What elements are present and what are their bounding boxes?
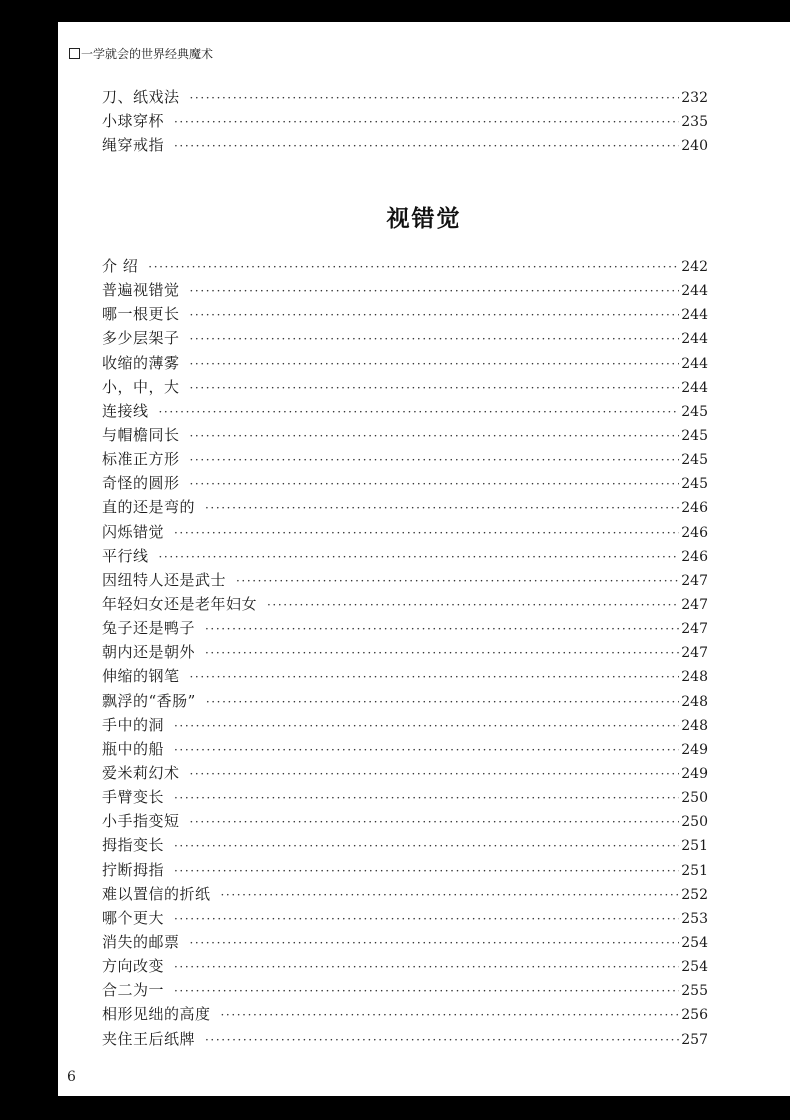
toc-entry-page: 245 bbox=[681, 476, 708, 493]
toc-entry-title: 介 绍 bbox=[102, 257, 139, 275]
toc-entry-title: 伸缩的钢笔 bbox=[102, 667, 180, 686]
toc-entry-title: 难以置信的折纸 bbox=[102, 884, 211, 903]
dot-leader bbox=[221, 1003, 680, 1027]
toc-entry-page: 240 bbox=[681, 138, 708, 155]
dot-leader bbox=[205, 1028, 679, 1052]
toc-entry bbox=[102, 882, 708, 906]
toc-entry-title: 手臂变长 bbox=[102, 788, 165, 807]
dot-leader bbox=[190, 448, 680, 472]
toc-section-list bbox=[102, 254, 708, 1051]
toc-entry bbox=[102, 664, 708, 688]
toc-entry-title: 普遍视错觉 bbox=[102, 281, 180, 300]
toc-entry-page: 242 bbox=[681, 259, 708, 275]
toc-entry-page: 244 bbox=[681, 379, 708, 396]
dot-leader bbox=[206, 690, 679, 714]
toc-entry-page: 246 bbox=[681, 524, 708, 541]
dot-leader bbox=[174, 134, 679, 158]
dot-leader bbox=[174, 110, 679, 134]
dot-leader bbox=[190, 327, 680, 351]
dot-leader bbox=[190, 352, 680, 376]
toc-entry-title: 方向改变 bbox=[102, 957, 165, 976]
toc-entry-page: 248 bbox=[681, 717, 708, 734]
toc-entry bbox=[102, 133, 708, 157]
dot-leader bbox=[174, 786, 679, 810]
toc-entry-page: 250 bbox=[681, 814, 708, 831]
dot-leader bbox=[205, 496, 679, 520]
toc-entry bbox=[102, 737, 708, 761]
toc-entry bbox=[102, 1002, 708, 1026]
dot-leader bbox=[174, 955, 679, 979]
dot-leader bbox=[267, 593, 679, 617]
toc-entry bbox=[102, 423, 708, 447]
dot-leader bbox=[221, 883, 680, 907]
toc-entry-page: 246 bbox=[681, 500, 708, 517]
toc-entry-page: 249 bbox=[681, 765, 708, 782]
toc-entry-page: 244 bbox=[681, 355, 708, 372]
toc-entry-title: 手中的洞 bbox=[102, 715, 165, 734]
toc-entry-page: 247 bbox=[681, 645, 708, 662]
toc-entry-page: 232 bbox=[681, 90, 708, 106]
toc-entry-title: 相形见绌的高度 bbox=[102, 1005, 211, 1024]
toc-entry bbox=[102, 109, 708, 133]
toc-entry-title: 哪一根更长 bbox=[102, 305, 180, 324]
toc-entry-title: 标准正方形 bbox=[102, 450, 180, 469]
toc-entry bbox=[102, 326, 708, 350]
toc-entry bbox=[102, 809, 708, 833]
dot-leader bbox=[174, 979, 679, 1003]
book-page bbox=[58, 22, 790, 1096]
dot-leader bbox=[190, 279, 680, 303]
toc-entry-page: 257 bbox=[681, 1031, 708, 1048]
dot-leader bbox=[174, 834, 679, 858]
toc-entry bbox=[102, 254, 708, 278]
toc-entry-title: 飘浮的“香肠” bbox=[102, 691, 196, 710]
toc-entry bbox=[102, 85, 708, 109]
dot-leader bbox=[190, 303, 680, 327]
toc-entry bbox=[102, 640, 708, 664]
toc-entry-page: 246 bbox=[681, 548, 708, 565]
toc-entry-title: 消失的邮票 bbox=[102, 932, 180, 951]
toc-entry bbox=[102, 954, 708, 978]
toc-entry-title: 年轻妇女还是老年妇女 bbox=[102, 594, 258, 613]
toc-entry-title: 拧断拇指 bbox=[102, 860, 165, 879]
toc-entry-page: 255 bbox=[681, 983, 708, 1000]
toc-entry-title: 与帽檐同长 bbox=[102, 425, 180, 444]
dot-leader bbox=[174, 738, 679, 762]
toc-entry-page: 247 bbox=[681, 572, 708, 589]
toc-entry bbox=[102, 713, 708, 737]
toc-entry bbox=[102, 689, 708, 713]
toc-entry-title: 直的还是弯的 bbox=[102, 498, 196, 517]
toc-entry-title: 合二为一 bbox=[102, 981, 165, 1000]
toc-entry-title: 夹住王后纸牌 bbox=[102, 1029, 196, 1048]
toc-entry-title: 哪个更大 bbox=[102, 908, 165, 927]
toc-entry bbox=[102, 302, 708, 326]
toc-entry-title: 小手指变短 bbox=[102, 812, 180, 831]
toc-entry-title: 小球穿杯 bbox=[102, 112, 165, 131]
dot-leader bbox=[190, 762, 680, 786]
dot-leader bbox=[190, 931, 680, 955]
toc-entry-title: 收缩的薄雾 bbox=[102, 353, 180, 372]
section-heading: 视错觉 bbox=[386, 205, 462, 232]
toc-entry-title: 绳穿戒指 bbox=[102, 136, 165, 155]
dot-leader bbox=[174, 859, 679, 883]
toc-entry-title: 拇指变长 bbox=[102, 836, 165, 855]
toc-entry bbox=[102, 616, 708, 640]
toc-entry-page: 248 bbox=[681, 693, 708, 710]
toc-entry-title: 小，中，大 bbox=[102, 377, 180, 396]
toc-entry bbox=[102, 833, 708, 857]
toc-entry-title: 因纽特人还是武士 bbox=[102, 570, 227, 589]
toc-entry-page: 245 bbox=[681, 403, 708, 420]
dot-leader bbox=[190, 810, 680, 834]
toc-entry-title: 连接线 bbox=[102, 401, 149, 420]
toc-entry-page: 235 bbox=[681, 114, 708, 131]
dot-leader bbox=[159, 400, 680, 424]
toc-entry-page: 245 bbox=[681, 427, 708, 444]
toc-entry-title: 爱米莉幻术 bbox=[102, 763, 180, 782]
toc-entry bbox=[102, 568, 708, 592]
dot-leader bbox=[159, 545, 680, 569]
toc-entry-page: 253 bbox=[681, 910, 708, 927]
running-title: 一学就会的世界经典魔术 bbox=[81, 47, 214, 61]
toc-entry-page: 249 bbox=[681, 741, 708, 758]
toc-entry bbox=[102, 592, 708, 616]
toc-entry-page: 247 bbox=[681, 621, 708, 638]
dot-leader bbox=[190, 86, 680, 110]
toc-entry-page: 247 bbox=[681, 596, 708, 613]
dot-leader bbox=[174, 521, 679, 545]
dot-leader bbox=[190, 424, 680, 448]
toc-entry-title: 闪烁错觉 bbox=[102, 522, 165, 541]
toc-entry-title: 瓶中的船 bbox=[102, 739, 165, 758]
dot-leader bbox=[190, 376, 680, 400]
toc-entry bbox=[102, 761, 708, 785]
dot-leader bbox=[205, 617, 679, 641]
toc-entry-title: 多少层架子 bbox=[102, 329, 180, 348]
running-header bbox=[69, 47, 213, 61]
dot-leader bbox=[190, 665, 680, 689]
toc-entry-page: 254 bbox=[681, 959, 708, 976]
toc-entry-page: 244 bbox=[681, 331, 708, 348]
toc-entry-page: 251 bbox=[681, 862, 708, 879]
toc-entry bbox=[102, 375, 708, 399]
toc-entry-page: 244 bbox=[681, 283, 708, 300]
toc-entry-page: 245 bbox=[681, 452, 708, 469]
dot-leader bbox=[174, 714, 679, 738]
toc-entry bbox=[102, 471, 708, 495]
dot-leader bbox=[174, 907, 679, 931]
dot-leader bbox=[205, 641, 679, 665]
toc-entry bbox=[102, 447, 708, 471]
toc-entry bbox=[102, 1027, 708, 1051]
toc-entry-page: 252 bbox=[681, 886, 708, 903]
toc-entry-page: 256 bbox=[681, 1007, 708, 1024]
toc-entry-title: 朝内还是朝外 bbox=[102, 643, 196, 662]
dot-leader bbox=[148, 255, 679, 279]
toc-entry-page: 254 bbox=[681, 934, 708, 951]
toc-entry bbox=[102, 930, 708, 954]
toc-entry bbox=[102, 785, 708, 809]
toc-entry bbox=[102, 858, 708, 882]
toc-continued-list bbox=[102, 85, 708, 157]
toc-entry-page: 248 bbox=[681, 669, 708, 686]
toc-entry-title: 平行线 bbox=[102, 546, 149, 565]
toc-entry-page: 251 bbox=[681, 838, 708, 855]
toc-entry bbox=[102, 520, 708, 544]
square-icon bbox=[69, 48, 80, 59]
toc-entry-title: 兔子还是鸭子 bbox=[102, 619, 196, 638]
page-number: 6 bbox=[67, 1069, 76, 1085]
toc-entry bbox=[102, 978, 708, 1002]
dot-leader bbox=[236, 569, 679, 593]
dot-leader bbox=[190, 472, 680, 496]
toc-entry-page: 250 bbox=[681, 790, 708, 807]
toc-entry bbox=[102, 351, 708, 375]
toc-entry-page: 244 bbox=[681, 307, 708, 324]
toc-entry bbox=[102, 495, 708, 519]
toc-entry bbox=[102, 399, 708, 423]
toc-entry-title: 奇怪的圆形 bbox=[102, 474, 180, 493]
toc-entry bbox=[102, 278, 708, 302]
toc-entry-title: 刀、纸戏法 bbox=[102, 88, 180, 106]
toc-entry bbox=[102, 544, 708, 568]
toc-entry bbox=[102, 906, 708, 930]
